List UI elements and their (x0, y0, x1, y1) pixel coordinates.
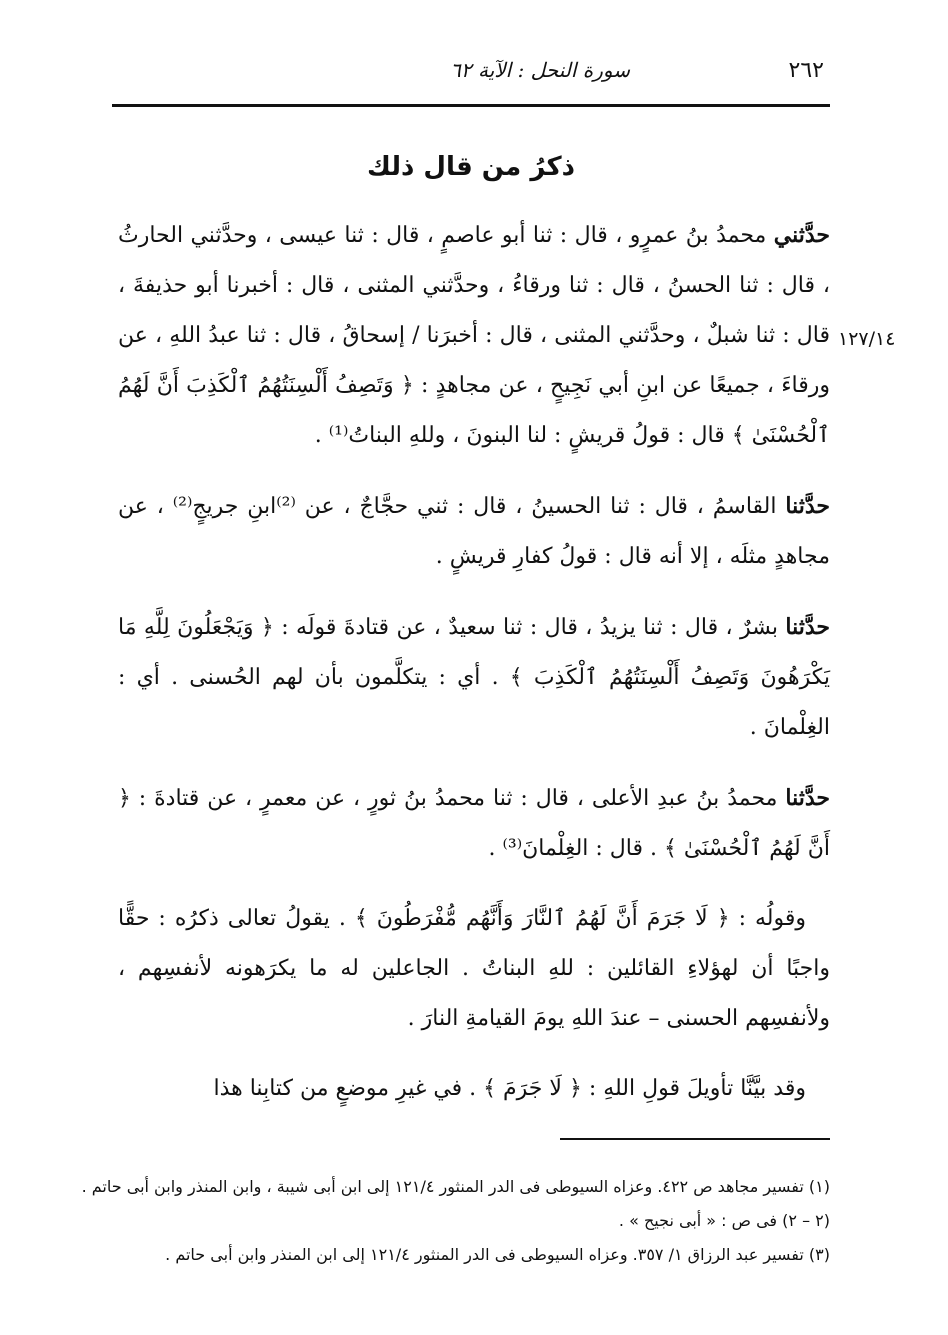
paragraph-lead: حدَّثنا (785, 493, 830, 519)
paragraph-text: القاسمُ ، قال : ثنا الحسينُ ، قال : ثني حجَّاجٌ ، عن ⁽²⁾ابنِ جريجٍ⁽²⁾ ، عن مجاهدٍ مثلَه ، إلا أنه قال : قولُ كفارِ قريشٍ . (118, 494, 830, 569)
page-number: ٢٦٢ (788, 58, 824, 83)
header-rule (112, 104, 830, 107)
paragraph-text: وقد بيَّنَّا تأويلَ قولِ اللهِ : ﴿ لَا جَرَمَ ﴾ . في غيرِ موضعٍ من كتابِنا هذا (213, 1076, 806, 1101)
paragraph-text: وقولُه : ﴿ لَا جَرَمَ أَنَّ لَهُمُ ٱلنَّارَ وَأَنَّهُم مُّفْرَطُونَ ﴾ . يقولُ تعالى ذكرُه : حقًّا واجبًا أن لهؤلاءِ القائلين : للهِ البناتُ . الجاعلين له ما يكرَهونه لأنفسِهم ، ولأنفسِهم الحسنى – عندَ اللهِ يومَ القيامةِ النارَ . (118, 906, 830, 1031)
footnotes (81, 1170, 830, 1272)
paragraph-text: محمدُ بنُ عبدِ الأعلى ، قال : ثنا محمدُ بنُ ثورٍ ، عن معمرٍ ، عن قتادةَ : ﴿ أَنَّ لَهُمُ ٱلْحُسْنَىٰ ﴾ . قال : الغِلْمانَ⁽³⁾ . (118, 786, 830, 861)
paragraph-lead: حدَّثنا (785, 785, 830, 811)
body-text (118, 210, 830, 1134)
paragraph (118, 894, 830, 1044)
running-head: سورة النحل : الآية ٦٢ (450, 58, 630, 82)
paragraph-text: بشرٌ ، قال : ثنا يزيدُ ، قال : ثنا سعيدٌ ، عن قتادةَ قولَه : ﴿ وَيَجْعَلُونَ لِلَّهِ مَا يَكْرَهُونَ وَتَصِفُ أَلْسِنَتُهُمُ ٱلْكَذِبَ ﴾ . أي : يتكلَّمون بأن لهم الحُسنى . أي : الغِلْمانَ . (118, 615, 830, 740)
footnote: (٢ – ٢) فى ص : « أبى نجيح » . (618, 1211, 830, 1230)
footnote-rule (560, 1138, 830, 1140)
footnote: (٣) تفسير عبد الرزاق ١/ ٣٥٧. وعزاه السيوطى فى الدر المنثور ١٢١/٤ إلى ابن المنذر وابن أبى حاتم . (165, 1245, 830, 1264)
paragraph (118, 773, 830, 874)
paragraph-lead: حدَّثنا (785, 614, 830, 640)
paragraph-lead: حدَّثني (773, 222, 830, 248)
footnote: (١) تفسير مجاهد ص ٤٢٢. وعزاه السيوطى فى الدر المنثور ١٢١/٤ إلى ابن أبى شيبة ، وابن المنذر وابن أبى حاتم . (81, 1177, 830, 1196)
paragraph (118, 602, 830, 753)
paragraph (118, 1064, 830, 1114)
margin-note: ١٢٧/١٤ (838, 328, 896, 350)
page-header (112, 52, 830, 92)
paragraph (118, 481, 830, 582)
paragraph-text: محمدُ بنُ عمرٍو ، قال : ثنا أبو عاصمٍ ، قال : ثنا عيسى ، وحدَّثني الحارثُ ، قال : ثنا الحسنُ ، قال : ثنا ورقاءُ ، وحدَّثني المثنى ، قال : أخبرنا أبو حذيفةَ ، قال : ثنا شبلٌ ، وحدَّثني المثنى ، قال : أخبرَنا / إسحاقُ ، قال : ثنا عبدُ اللهِ ، عن ورقاءَ ، جميعًا عن ابنِ أبي نَجِيحٍ ، عن مجاهدٍ : ﴿ وَتَصِفُ أَلْسِنَتُهُمُ ٱلْكَذِبَ أَنَّ لَهُمُ ٱلْحُسْنَىٰ ﴾ قال : قولُ قريشٍ : لنا البنونَ ، وللهِ البناتُ⁽¹⁾ . (118, 223, 830, 448)
paragraph (118, 210, 830, 461)
section-title: ذكرُ من قال ذلك (367, 152, 575, 182)
